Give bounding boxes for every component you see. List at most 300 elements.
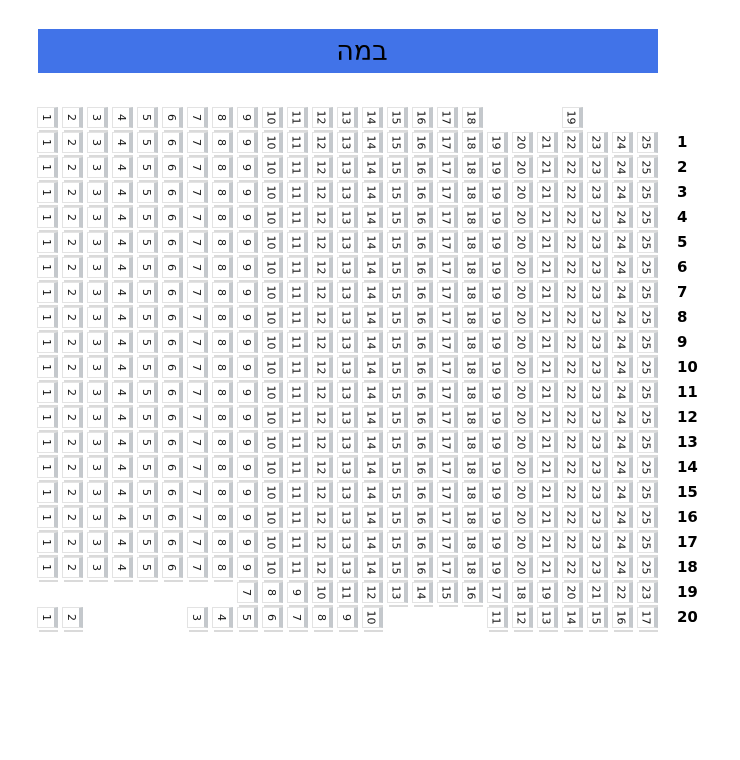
seat-row-11-num-19[interactable] xyxy=(487,382,508,403)
seat-row-4-num-3[interactable] xyxy=(87,207,108,228)
seat-row-15-num-4[interactable] xyxy=(112,482,133,503)
seat-row-6-num-5[interactable] xyxy=(137,257,158,278)
seat-row-7-num-25[interactable] xyxy=(637,282,658,303)
seat-row-8-num-22[interactable] xyxy=(562,307,583,328)
seat-row-3-num-3[interactable] xyxy=(87,182,108,203)
seat-row-18-num-13[interactable] xyxy=(337,557,358,578)
seat-row-17-num-15[interactable] xyxy=(387,532,408,553)
seat-row-7-num-23[interactable] xyxy=(587,282,608,303)
seat-row-20-num-7[interactable] xyxy=(287,607,308,628)
seat-row-15-num-11[interactable] xyxy=(287,482,308,503)
seat-row-2-num-6[interactable] xyxy=(162,157,183,178)
seat-row-10-num-20[interactable] xyxy=(512,357,533,378)
seat-row-18-num-11[interactable] xyxy=(287,557,308,578)
seat-row-6-num-24[interactable] xyxy=(612,257,633,278)
seat-row-12-num-22[interactable] xyxy=(562,407,583,428)
seat-row-front-num-12[interactable] xyxy=(312,107,333,128)
seat-row-18-num-4[interactable] xyxy=(112,557,133,578)
seat-row-1-num-22[interactable] xyxy=(562,132,583,153)
seat-row-11-num-1[interactable] xyxy=(37,382,58,403)
seat-row-7-num-5[interactable] xyxy=(137,282,158,303)
seat-row-13-num-1[interactable] xyxy=(37,432,58,453)
seat-row-13-num-7[interactable] xyxy=(187,432,208,453)
seat-row-front-num-8[interactable] xyxy=(212,107,233,128)
seat-row-17-num-4[interactable] xyxy=(112,532,133,553)
seat-row-front-num-11[interactable] xyxy=(287,107,308,128)
seat-row-9-num-18[interactable] xyxy=(462,332,483,353)
seat-row-4-num-2[interactable] xyxy=(62,207,83,228)
seat-row-front-num-7[interactable] xyxy=(187,107,208,128)
seat-row-3-num-8[interactable] xyxy=(212,182,233,203)
seat-row-front-num-5[interactable] xyxy=(137,107,158,128)
seat-row-2-num-10[interactable] xyxy=(262,157,283,178)
seat-row-16-num-19[interactable] xyxy=(487,507,508,528)
seat-row-12-num-4[interactable] xyxy=(112,407,133,428)
seat-row-16-num-3[interactable] xyxy=(87,507,108,528)
seat-row-15-num-21[interactable] xyxy=(537,482,558,503)
seat-row-15-num-12[interactable] xyxy=(312,482,333,503)
seat-row-12-num-2[interactable] xyxy=(62,407,83,428)
seat-row-5-num-22[interactable] xyxy=(562,232,583,253)
seat-row-11-num-25[interactable] xyxy=(637,382,658,403)
seat-row-5-num-17[interactable] xyxy=(437,232,458,253)
seat-row-19-num-14[interactable] xyxy=(412,582,433,603)
seat-row-6-num-14[interactable] xyxy=(362,257,383,278)
seat-row-12-num-8[interactable] xyxy=(212,407,233,428)
seat-row-front-num-14[interactable] xyxy=(362,107,383,128)
seat-row-front-num-4[interactable] xyxy=(112,107,133,128)
seat-row-12-num-13[interactable] xyxy=(337,407,358,428)
seat-row-1-num-18[interactable] xyxy=(462,132,483,153)
seat-row-18-num-10[interactable] xyxy=(262,557,283,578)
seat-row-4-num-12[interactable] xyxy=(312,207,333,228)
seat-row-front-num-13[interactable] xyxy=(337,107,358,128)
seat-row-1-num-6[interactable] xyxy=(162,132,183,153)
seat-row-18-num-21[interactable] xyxy=(537,557,558,578)
seat-row-9-num-1[interactable] xyxy=(37,332,58,353)
seat-row-17-num-3[interactable] xyxy=(87,532,108,553)
seat-row-6-num-10[interactable] xyxy=(262,257,283,278)
seat-row-2-num-16[interactable] xyxy=(412,157,433,178)
seat-row-10-num-10[interactable] xyxy=(262,357,283,378)
seat-row-13-num-15[interactable] xyxy=(387,432,408,453)
seat-row-2-num-12[interactable] xyxy=(312,157,333,178)
seat-row-5-num-1[interactable] xyxy=(37,232,58,253)
seat-row-14-num-9[interactable] xyxy=(237,457,258,478)
seat-row-10-num-21[interactable] xyxy=(537,357,558,378)
seat-row-10-num-12[interactable] xyxy=(312,357,333,378)
seat-row-13-num-19[interactable] xyxy=(487,432,508,453)
seat-row-17-num-19[interactable] xyxy=(487,532,508,553)
seat-row-15-num-3[interactable] xyxy=(87,482,108,503)
seat-row-10-num-3[interactable] xyxy=(87,357,108,378)
seat-row-10-num-1[interactable] xyxy=(37,357,58,378)
seat-row-16-num-14[interactable] xyxy=(362,507,383,528)
seat-row-17-num-12[interactable] xyxy=(312,532,333,553)
seat-row-18-num-18[interactable] xyxy=(462,557,483,578)
seat-row-7-num-3[interactable] xyxy=(87,282,108,303)
seat-row-16-num-12[interactable] xyxy=(312,507,333,528)
seat-row-11-num-24[interactable] xyxy=(612,382,633,403)
seat-row-17-num-20[interactable] xyxy=(512,532,533,553)
seat-row-4-num-5[interactable] xyxy=(137,207,158,228)
seat-row-4-num-11[interactable] xyxy=(287,207,308,228)
seat-row-7-num-2[interactable] xyxy=(62,282,83,303)
seat-row-6-num-6[interactable] xyxy=(162,257,183,278)
seat-row-2-num-17[interactable] xyxy=(437,157,458,178)
seat-row-6-num-20[interactable] xyxy=(512,257,533,278)
seat-row-8-num-1[interactable] xyxy=(37,307,58,328)
seat-row-2-num-19[interactable] xyxy=(487,157,508,178)
seat-row-9-num-20[interactable] xyxy=(512,332,533,353)
seat-row-3-num-25[interactable] xyxy=(637,182,658,203)
seat-row-14-num-4[interactable] xyxy=(112,457,133,478)
seat-row-9-num-2[interactable] xyxy=(62,332,83,353)
seat-row-11-num-14[interactable] xyxy=(362,382,383,403)
seat-row-5-num-3[interactable] xyxy=(87,232,108,253)
seat-row-13-num-4[interactable] xyxy=(112,432,133,453)
seat-row-13-num-12[interactable] xyxy=(312,432,333,453)
seat-row-11-num-5[interactable] xyxy=(137,382,158,403)
seat-row-16-num-24[interactable] xyxy=(612,507,633,528)
seat-row-12-num-21[interactable] xyxy=(537,407,558,428)
seat-row-18-num-17[interactable] xyxy=(437,557,458,578)
seat-row-16-num-8[interactable] xyxy=(212,507,233,528)
seat-row-19-num-19[interactable] xyxy=(537,582,558,603)
seat-row-7-num-22[interactable] xyxy=(562,282,583,303)
seat-row-14-num-7[interactable] xyxy=(187,457,208,478)
seat-row-9-num-16[interactable] xyxy=(412,332,433,353)
seat-row-10-num-15[interactable] xyxy=(387,357,408,378)
seat-row-14-num-2[interactable] xyxy=(62,457,83,478)
seat-row-9-num-23[interactable] xyxy=(587,332,608,353)
seat-row-18-num-1[interactable] xyxy=(37,557,58,578)
seat-row-18-num-12[interactable] xyxy=(312,557,333,578)
seat-row-3-num-15[interactable] xyxy=(387,182,408,203)
seat-row-6-num-1[interactable] xyxy=(37,257,58,278)
seat-row-19-num-18[interactable] xyxy=(512,582,533,603)
seat-row-11-num-13[interactable] xyxy=(337,382,358,403)
seat-row-10-num-5[interactable] xyxy=(137,357,158,378)
seat-row-11-num-22[interactable] xyxy=(562,382,583,403)
seat-row-14-num-10[interactable] xyxy=(262,457,283,478)
seat-row-2-num-2[interactable] xyxy=(62,157,83,178)
seat-row-14-num-14[interactable] xyxy=(362,457,383,478)
seat-row-13-num-14[interactable] xyxy=(362,432,383,453)
seat-row-5-num-21[interactable] xyxy=(537,232,558,253)
seat-row-5-num-20[interactable] xyxy=(512,232,533,253)
seat-row-12-num-11[interactable] xyxy=(287,407,308,428)
seat-row-12-num-23[interactable] xyxy=(587,407,608,428)
seat-row-16-num-4[interactable] xyxy=(112,507,133,528)
seat-row-12-num-5[interactable] xyxy=(137,407,158,428)
seat-row-15-num-8[interactable] xyxy=(212,482,233,503)
seat-row-9-num-6[interactable] xyxy=(162,332,183,353)
seat-row-1-num-11[interactable] xyxy=(287,132,308,153)
seat-row-5-num-15[interactable] xyxy=(387,232,408,253)
seat-row-7-num-6[interactable] xyxy=(162,282,183,303)
seat-row-10-num-13[interactable] xyxy=(337,357,358,378)
seat-row-13-num-22[interactable] xyxy=(562,432,583,453)
seat-row-7-num-16[interactable] xyxy=(412,282,433,303)
seat-row-17-num-9[interactable] xyxy=(237,532,258,553)
seat-row-11-num-15[interactable] xyxy=(387,382,408,403)
seat-row-18-num-14[interactable] xyxy=(362,557,383,578)
seat-row-1-num-25[interactable] xyxy=(637,132,658,153)
seat-row-15-num-23[interactable] xyxy=(587,482,608,503)
seat-row-19-num-8[interactable] xyxy=(262,582,283,603)
seat-row-8-num-17[interactable] xyxy=(437,307,458,328)
seat-row-3-num-14[interactable] xyxy=(362,182,383,203)
seat-row-2-num-15[interactable] xyxy=(387,157,408,178)
seat-row-12-num-15[interactable] xyxy=(387,407,408,428)
seat-row-11-num-4[interactable] xyxy=(112,382,133,403)
seat-row-5-num-7[interactable] xyxy=(187,232,208,253)
seat-row-19-num-22[interactable] xyxy=(612,582,633,603)
seat-row-11-num-18[interactable] xyxy=(462,382,483,403)
seat-row-17-num-24[interactable] xyxy=(612,532,633,553)
seat-row-17-num-6[interactable] xyxy=(162,532,183,553)
seat-row-15-num-2[interactable] xyxy=(62,482,83,503)
seat-row-3-num-10[interactable] xyxy=(262,182,283,203)
seat-row-9-num-7[interactable] xyxy=(187,332,208,353)
seat-row-15-num-18[interactable] xyxy=(462,482,483,503)
seat-row-9-num-5[interactable] xyxy=(137,332,158,353)
seat-row-9-num-15[interactable] xyxy=(387,332,408,353)
seat-row-10-num-11[interactable] xyxy=(287,357,308,378)
seat-row-1-num-1[interactable] xyxy=(37,132,58,153)
seat-row-15-num-10[interactable] xyxy=(262,482,283,503)
seat-row-3-num-24[interactable] xyxy=(612,182,633,203)
seat-row-19-num-7[interactable] xyxy=(237,582,258,603)
seat-row-13-num-3[interactable] xyxy=(87,432,108,453)
seat-row-17-num-25[interactable] xyxy=(637,532,658,553)
seat-row-4-num-18[interactable] xyxy=(462,207,483,228)
seat-row-1-num-21[interactable] xyxy=(537,132,558,153)
seat-row-13-num-17[interactable] xyxy=(437,432,458,453)
seat-row-20-num-1[interactable] xyxy=(37,607,58,628)
seat-row-10-num-23[interactable] xyxy=(587,357,608,378)
seat-row-14-num-22[interactable] xyxy=(562,457,583,478)
seat-row-6-num-4[interactable] xyxy=(112,257,133,278)
seat-row-1-num-17[interactable] xyxy=(437,132,458,153)
seat-row-11-num-6[interactable] xyxy=(162,382,183,403)
seat-row-17-num-16[interactable] xyxy=(412,532,433,553)
seat-row-5-num-13[interactable] xyxy=(337,232,358,253)
seat-row-13-num-18[interactable] xyxy=(462,432,483,453)
seat-row-11-num-21[interactable] xyxy=(537,382,558,403)
seat-row-13-num-23[interactable] xyxy=(587,432,608,453)
seat-row-11-num-9[interactable] xyxy=(237,382,258,403)
seat-row-5-num-5[interactable] xyxy=(137,232,158,253)
seat-row-4-num-13[interactable] xyxy=(337,207,358,228)
seat-row-15-num-24[interactable] xyxy=(612,482,633,503)
seat-row-12-num-6[interactable] xyxy=(162,407,183,428)
seat-row-8-num-23[interactable] xyxy=(587,307,608,328)
seat-row-9-num-17[interactable] xyxy=(437,332,458,353)
seat-row-5-num-18[interactable] xyxy=(462,232,483,253)
seat-row-8-num-4[interactable] xyxy=(112,307,133,328)
seat-row-front-num-9[interactable] xyxy=(237,107,258,128)
seat-row-10-num-14[interactable] xyxy=(362,357,383,378)
seat-row-12-num-19[interactable] xyxy=(487,407,508,428)
seat-row-10-num-4[interactable] xyxy=(112,357,133,378)
seat-row-16-num-10[interactable] xyxy=(262,507,283,528)
seat-row-8-num-19[interactable] xyxy=(487,307,508,328)
seat-row-5-num-8[interactable] xyxy=(212,232,233,253)
seat-row-18-num-3[interactable] xyxy=(87,557,108,578)
seat-row-4-num-25[interactable] xyxy=(637,207,658,228)
seat-row-17-num-21[interactable] xyxy=(537,532,558,553)
seat-row-5-num-23[interactable] xyxy=(587,232,608,253)
seat-row-18-num-5[interactable] xyxy=(137,557,158,578)
seat-row-15-num-9[interactable] xyxy=(237,482,258,503)
seat-row-6-num-13[interactable] xyxy=(337,257,358,278)
seat-row-1-num-4[interactable] xyxy=(112,132,133,153)
seat-row-6-num-3[interactable] xyxy=(87,257,108,278)
seat-row-2-num-1[interactable] xyxy=(37,157,58,178)
seat-row-10-num-19[interactable] xyxy=(487,357,508,378)
seat-row-9-num-13[interactable] xyxy=(337,332,358,353)
seat-row-13-num-2[interactable] xyxy=(62,432,83,453)
seat-row-8-num-9[interactable] xyxy=(237,307,258,328)
seat-row-12-num-20[interactable] xyxy=(512,407,533,428)
seat-row-12-num-7[interactable] xyxy=(187,407,208,428)
seat-row-8-num-11[interactable] xyxy=(287,307,308,328)
seat-row-10-num-9[interactable] xyxy=(237,357,258,378)
seat-row-front-num-16[interactable] xyxy=(412,107,433,128)
seat-row-3-num-11[interactable] xyxy=(287,182,308,203)
seat-row-17-num-18[interactable] xyxy=(462,532,483,553)
seat-row-6-num-9[interactable] xyxy=(237,257,258,278)
seat-row-front-num-1[interactable] xyxy=(37,107,58,128)
seat-row-8-num-15[interactable] xyxy=(387,307,408,328)
seat-row-17-num-1[interactable] xyxy=(37,532,58,553)
seat-row-11-num-10[interactable] xyxy=(262,382,283,403)
seat-row-2-num-5[interactable] xyxy=(137,157,158,178)
seat-row-2-num-22[interactable] xyxy=(562,157,583,178)
seat-row-13-num-5[interactable] xyxy=(137,432,158,453)
seat-row-16-num-6[interactable] xyxy=(162,507,183,528)
seat-row-3-num-16[interactable] xyxy=(412,182,433,203)
seat-row-front-num-10[interactable] xyxy=(262,107,283,128)
seat-row-8-num-25[interactable] xyxy=(637,307,658,328)
seat-row-14-num-18[interactable] xyxy=(462,457,483,478)
seat-row-5-num-12[interactable] xyxy=(312,232,333,253)
seat-row-10-num-18[interactable] xyxy=(462,357,483,378)
seat-row-14-num-8[interactable] xyxy=(212,457,233,478)
seat-row-14-num-1[interactable] xyxy=(37,457,58,478)
seat-row-5-num-16[interactable] xyxy=(412,232,433,253)
seat-row-4-num-10[interactable] xyxy=(262,207,283,228)
seat-row-13-num-8[interactable] xyxy=(212,432,233,453)
seat-row-13-num-24[interactable] xyxy=(612,432,633,453)
seat-row-7-num-21[interactable] xyxy=(537,282,558,303)
seat-row-2-num-4[interactable] xyxy=(112,157,133,178)
seat-row-11-num-7[interactable] xyxy=(187,382,208,403)
seat-row-12-num-16[interactable] xyxy=(412,407,433,428)
seat-row-4-num-21[interactable] xyxy=(537,207,558,228)
seat-row-10-num-6[interactable] xyxy=(162,357,183,378)
seat-row-9-num-9[interactable] xyxy=(237,332,258,353)
seat-row-12-num-9[interactable] xyxy=(237,407,258,428)
seat-row-17-num-8[interactable] xyxy=(212,532,233,553)
seat-row-16-num-9[interactable] xyxy=(237,507,258,528)
seat-row-12-num-12[interactable] xyxy=(312,407,333,428)
seat-row-18-num-6[interactable] xyxy=(162,557,183,578)
seat-row-3-num-4[interactable] xyxy=(112,182,133,203)
seat-row-4-num-20[interactable] xyxy=(512,207,533,228)
seat-row-6-num-23[interactable] xyxy=(587,257,608,278)
seat-row-9-num-12[interactable] xyxy=(312,332,333,353)
seat-row-19-num-10[interactable] xyxy=(312,582,333,603)
seat-row-8-num-10[interactable] xyxy=(262,307,283,328)
seat-row-17-num-23[interactable] xyxy=(587,532,608,553)
seat-row-1-num-14[interactable] xyxy=(362,132,383,153)
seat-row-10-num-2[interactable] xyxy=(62,357,83,378)
seat-row-15-num-13[interactable] xyxy=(337,482,358,503)
seat-row-4-num-16[interactable] xyxy=(412,207,433,228)
seat-row-17-num-11[interactable] xyxy=(287,532,308,553)
seat-row-20-num-8[interactable] xyxy=(312,607,333,628)
seat-row-9-num-24[interactable] xyxy=(612,332,633,353)
seat-row-11-num-17[interactable] xyxy=(437,382,458,403)
seat-row-20-num-3[interactable] xyxy=(187,607,208,628)
seat-row-13-num-6[interactable] xyxy=(162,432,183,453)
seat-row-2-num-8[interactable] xyxy=(212,157,233,178)
seat-row-8-num-18[interactable] xyxy=(462,307,483,328)
seat-row-12-num-10[interactable] xyxy=(262,407,283,428)
seat-row-8-num-13[interactable] xyxy=(337,307,358,328)
seat-row-18-num-24[interactable] xyxy=(612,557,633,578)
seat-row-3-num-18[interactable] xyxy=(462,182,483,203)
seat-row-10-num-7[interactable] xyxy=(187,357,208,378)
seat-row-8-num-21[interactable] xyxy=(537,307,558,328)
seat-row-16-num-23[interactable] xyxy=(587,507,608,528)
seat-row-10-num-24[interactable] xyxy=(612,357,633,378)
seat-row-7-num-13[interactable] xyxy=(337,282,358,303)
seat-row-15-num-16[interactable] xyxy=(412,482,433,503)
seat-row-3-num-20[interactable] xyxy=(512,182,533,203)
seat-row-5-num-4[interactable] xyxy=(112,232,133,253)
seat-row-13-num-20[interactable] xyxy=(512,432,533,453)
seat-row-4-num-24[interactable] xyxy=(612,207,633,228)
seat-row-16-num-2[interactable] xyxy=(62,507,83,528)
seat-row-16-num-7[interactable] xyxy=(187,507,208,528)
seat-row-15-num-1[interactable] xyxy=(37,482,58,503)
seat-row-8-num-20[interactable] xyxy=(512,307,533,328)
seat-row-3-num-1[interactable] xyxy=(37,182,58,203)
seat-row-18-num-16[interactable] xyxy=(412,557,433,578)
seat-row-10-num-8[interactable] xyxy=(212,357,233,378)
seat-row-4-num-1[interactable] xyxy=(37,207,58,228)
seat-row-16-num-22[interactable] xyxy=(562,507,583,528)
seat-row-14-num-6[interactable] xyxy=(162,457,183,478)
seat-row-18-num-2[interactable] xyxy=(62,557,83,578)
seat-row-4-num-8[interactable] xyxy=(212,207,233,228)
seat-row-16-num-20[interactable] xyxy=(512,507,533,528)
seat-row-4-num-9[interactable] xyxy=(237,207,258,228)
seat-row-10-num-25[interactable] xyxy=(637,357,658,378)
seat-row-2-num-23[interactable] xyxy=(587,157,608,178)
seat-row-20-num-13[interactable] xyxy=(537,607,558,628)
seat-row-12-num-18[interactable] xyxy=(462,407,483,428)
seat-row-front-num-6[interactable] xyxy=(162,107,183,128)
seat-row-19-num-11[interactable] xyxy=(337,582,358,603)
seat-row-1-num-8[interactable] xyxy=(212,132,233,153)
seat-row-9-num-22[interactable] xyxy=(562,332,583,353)
seat-row-6-num-7[interactable] xyxy=(187,257,208,278)
